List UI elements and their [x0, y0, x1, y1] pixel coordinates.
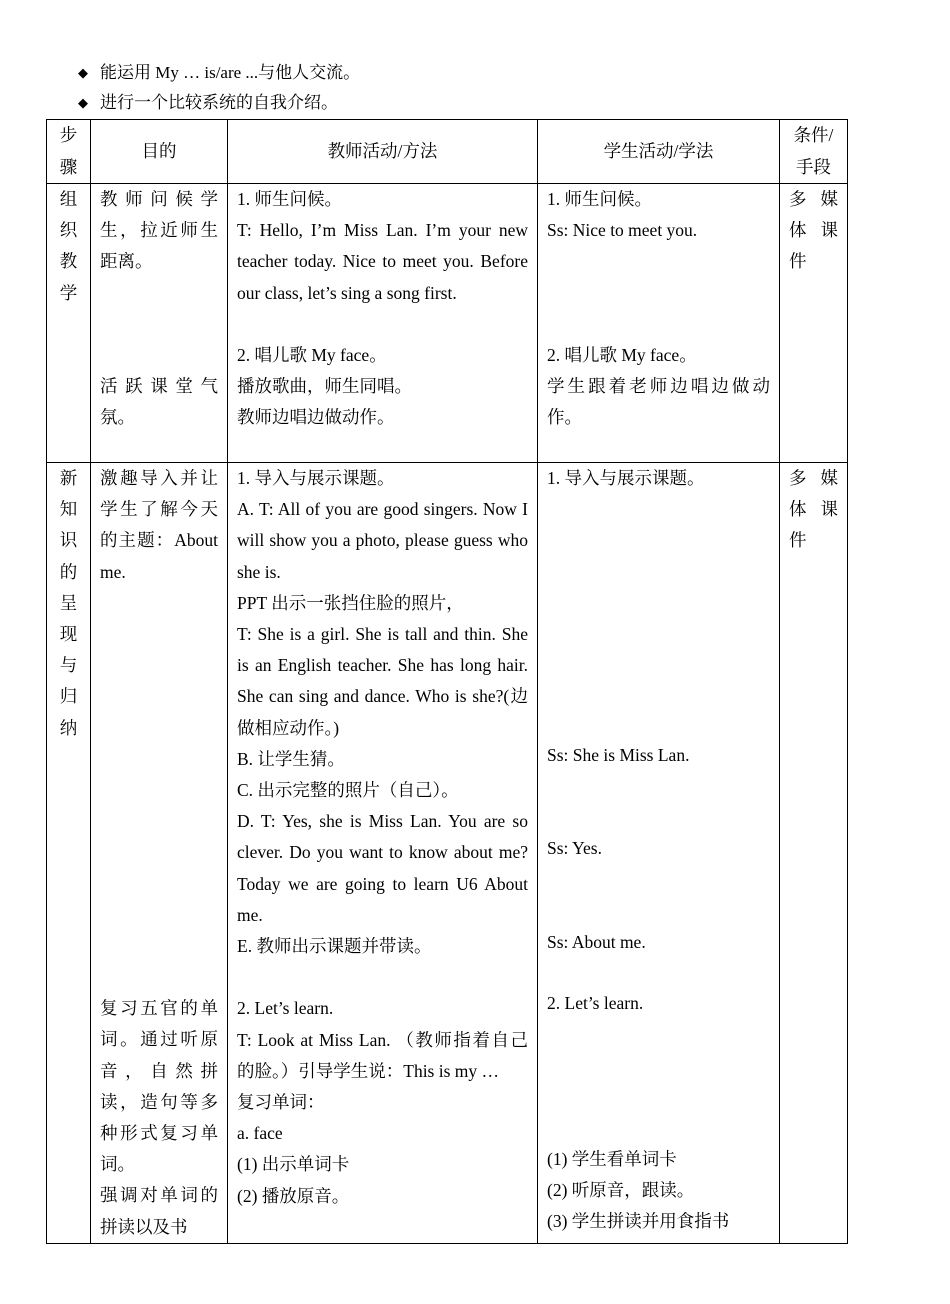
lesson-plan-table — [46, 119, 848, 1244]
header-student: 学生活动/学法 — [538, 120, 780, 184]
objective-text: 进行一个比较系统的自我介绍。 — [100, 93, 338, 112]
header-means: 条件/ 手段 — [780, 120, 848, 184]
diamond-bullet-icon: ◆ — [78, 95, 88, 110]
header-purpose: 目的 — [91, 120, 228, 184]
header-step: 步 骤 — [47, 120, 91, 184]
header-teacher: 教师活动/方法 — [228, 120, 538, 184]
student-cell: 1. 导入与展示课题。 Ss: She is Miss Lan. Ss: Yes. Ss: About me. 2. Let’s learn. (1) 学生看单词卡 (2) 听原音，跟读。 (3) 学生拼读并用食指书 — [538, 463, 780, 1244]
objective-item — [78, 88, 360, 118]
table-header-row — [47, 120, 848, 184]
table-row — [47, 184, 848, 463]
step-cell: 组 织 教 学 — [47, 184, 91, 463]
objective-item — [78, 58, 360, 88]
teacher-cell: 1. 导入与展示课题。 A. T: All of you are good singers. Now I will show you a photo, please guess who she is. PPT 出示一张挡住脸的照片， T: She is a girl. She is tall and thin. She is an English teacher. She has long hair. She can sing and dance. Who is she?(边做相应动作。) B. 让学生猜。 C. 出示完整的照片（自己）。 D. T: Yes, she is Miss Lan. You are so clever. Do you want to know about me? Today we are going to learn U6 About me. E. 教师出示课题并带读。 2. Let’s learn. T: Look at Miss Lan. （教师指着自己的脸。）引导学生说：This is my … 复习单词： a. face (1) 出示单词卡 (2) 播放原音。 — [228, 463, 538, 1244]
student-cell: 1. 师生问候。 Ss: Nice to meet you. 2. 唱儿歌 My face。 学生跟着老师边唱边做动作。 — [538, 184, 780, 463]
table-row — [47, 463, 848, 1244]
step-cell: 新 知 识 的 呈 现 与 归 纳 — [47, 463, 91, 1244]
objective-text: 能运用 My … is/are ...与他人交流。 — [100, 63, 361, 82]
purpose-cell: 教师问候学生，拉近师生距离。 活跃课堂气氛。 — [91, 184, 228, 463]
means-cell: 多媒体课件 — [780, 463, 848, 1244]
objectives-list — [78, 58, 360, 118]
purpose-cell: 激趣导入并让学生了解今天的主题：About me. 复习五官的单词。通过听原音，自然拼读，造句等多种形式复习单词。 强调对单词的拼读以及书 — [91, 463, 228, 1244]
means-cell: 多媒体课件 — [780, 184, 848, 463]
diamond-bullet-icon: ◆ — [78, 65, 88, 80]
teacher-cell: 1. 师生问候。 T: Hello, I’m Miss Lan. I’m your new teacher today. Nice to meet you. Before our class, let’s sing a song first. 2. 唱儿歌 My face。 播放歌曲，师生同唱。 教师边唱边做动作。 — [228, 184, 538, 463]
